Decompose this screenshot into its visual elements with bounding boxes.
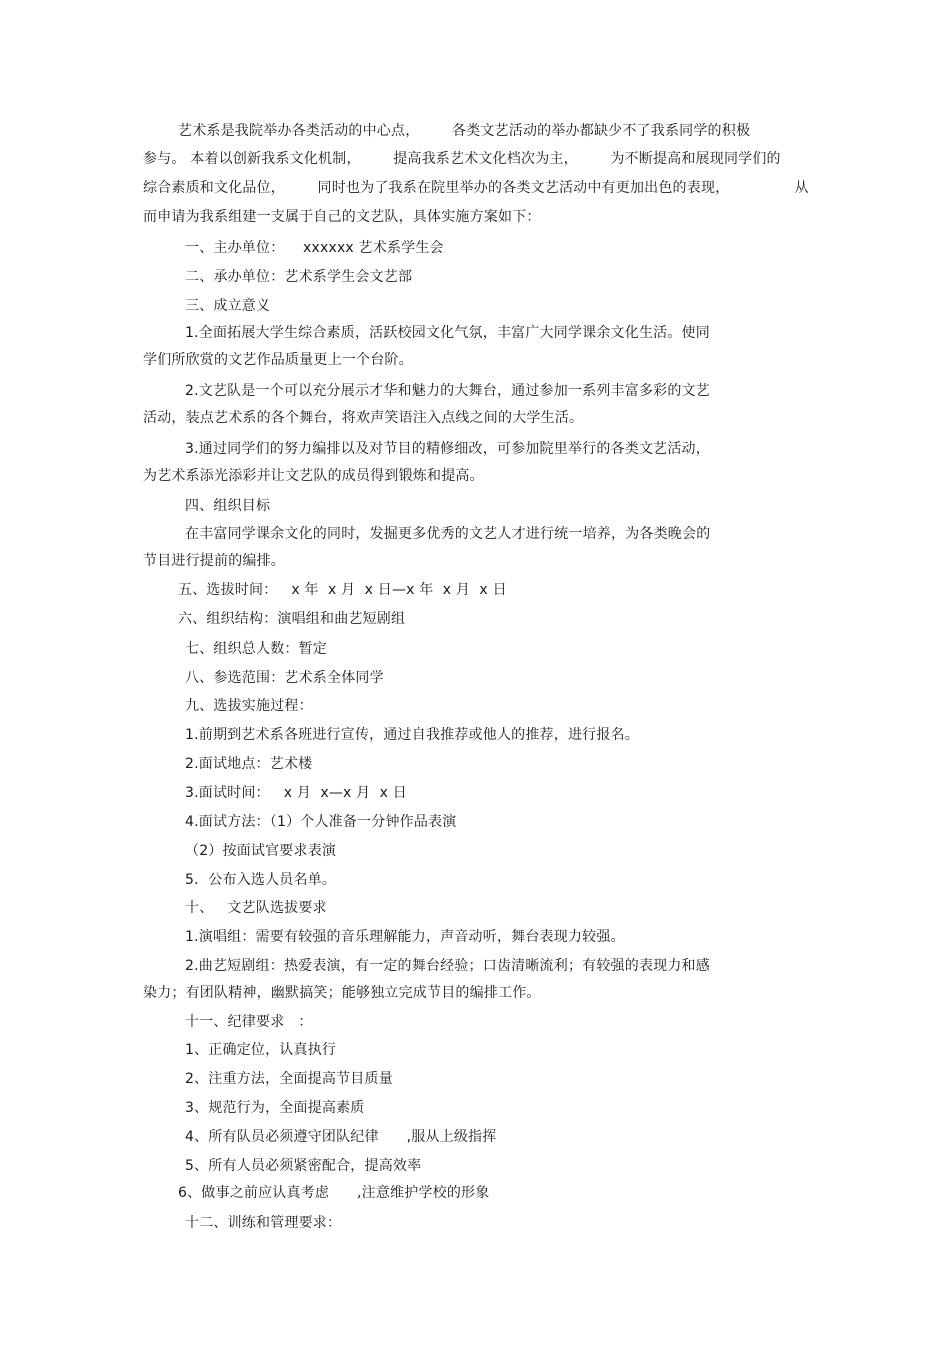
section-9-item-1: 1.前期到艺术系各班进行宣传，通过自我推荐或他人的推荐，进行报名。 [185,727,639,743]
section-4-line-a: 在丰富同学课余文化的同时，发掘更多优秀的文艺人才进行统一培养，为各类晚会的 [185,526,711,542]
section-11-item-5: 5、所有人员必须紧密配合，提高效率 [185,1158,422,1174]
section-2: 二、承办单位：艺术系学生会文艺部 [185,269,413,285]
section-7: 七、组织总人数：暂定 [185,641,327,657]
section-11-item-6: 6、做事之前应认真考虑 ,注意维护学校的形象 [178,1185,490,1201]
section-5: 五、选拔时间： x 年 x 月 x 日—x 年 x 月 x 日 [178,582,507,598]
section-10-item-1: 1.演唱组：需要有较强的音乐理解能力，声音动听，舞台表现力较强。 [185,929,625,945]
section-11-item-3: 3、规范行为，全面提高素质 [185,1100,365,1116]
section-11-item-2: 2、注重方法，全面提高节目质量 [185,1071,393,1087]
intro-line-3: 综合素质和文化品位， 同时也为了我系在院里举办的各类文艺活动中有更加出色的表现， 从 [143,180,809,196]
section-9-item-3: 3.面试时间： x 月 x—x 月 x 日 [185,785,407,801]
section-9-item-2: 2.面试地点：艺术楼 [185,756,313,772]
section-3-item-1a: 1.全面拓展大学生综合素质，活跃校园文化气氛，丰富广大同学课余文化生活。使同 [185,325,710,341]
section-10-item-2a: 2.曲艺短剧组：热爱表演，有一定的舞台经验；口齿清晰流利；有较强的表现力和感 [185,958,710,974]
section-8: 八、参选范围：艺术系全体同学 [185,670,384,686]
intro-line-2: 参与。 本着以创新我系文化机制， 提高我系艺术文化档次为主， 为不断提高和展现同学们的 [143,151,781,167]
section-10-heading: 十、 文艺队选拔要求 [185,900,327,916]
section-10-item-2b: 染力；有团队精神，幽默搞笑；能够独立完成节目的编排工作。 [143,985,541,1001]
section-9-item-4: 4.面试方法：（1）个人准备一分钟作品表演 [185,814,457,830]
section-4-heading: 四、组织目标 [185,498,271,514]
section-3-item-3a: 3.通过同学们的努力编排以及对节目的精修细改，可参加院里举行的各类文艺活动， [185,441,710,457]
section-3-item-2b: 活动，装点艺术系的各个舞台，将欢声笑语注入点线之间的大学生活。 [143,410,584,426]
section-12-heading: 十二、训练和管理要求： [185,1215,342,1231]
intro-line-1: 艺术系是我院举办各类活动的中心点， 各类文艺活动的举办都缺少不了我系同学的积极 [178,123,751,139]
section-9-item-4b: （2）按面试官要求表演 [185,843,337,859]
section-6: 六、组织结构：演唱组和曲艺短剧组 [178,611,406,627]
section-11-item-1: 1、正确定位，认真执行 [185,1042,337,1058]
intro-line-4: 而申请为我系组建一支属于自己的文艺队，具体实施方案如下： [143,209,541,225]
section-9-heading: 九、选拔实施过程： [185,698,313,714]
section-1: 一、主办单位： xxxxxx 艺术系学生会 [185,240,444,256]
section-3-item-2a: 2.文艺队是一个可以充分展示才华和魅力的大舞台，通过参加一系列丰富多彩的文艺 [185,383,710,399]
section-3-item-1b: 学们所欣赏的文艺作品质量更上一个台阶。 [143,352,413,368]
section-3-heading: 三、成立意义 [185,298,271,314]
section-4-line-b: 节目进行提前的编排。 [143,553,285,569]
section-3-item-3b: 为艺术系添光添彩并让文艺队的成员得到锻炼和提高。 [143,468,484,484]
section-11-heading: 十一、纪律要求 ： [185,1014,313,1030]
section-9-item-5: 5．公布入选人员名单。 [185,872,337,888]
section-11-item-4: 4、所有队员必须遵守团队纪律 ,服从上级指挥 [185,1129,497,1145]
